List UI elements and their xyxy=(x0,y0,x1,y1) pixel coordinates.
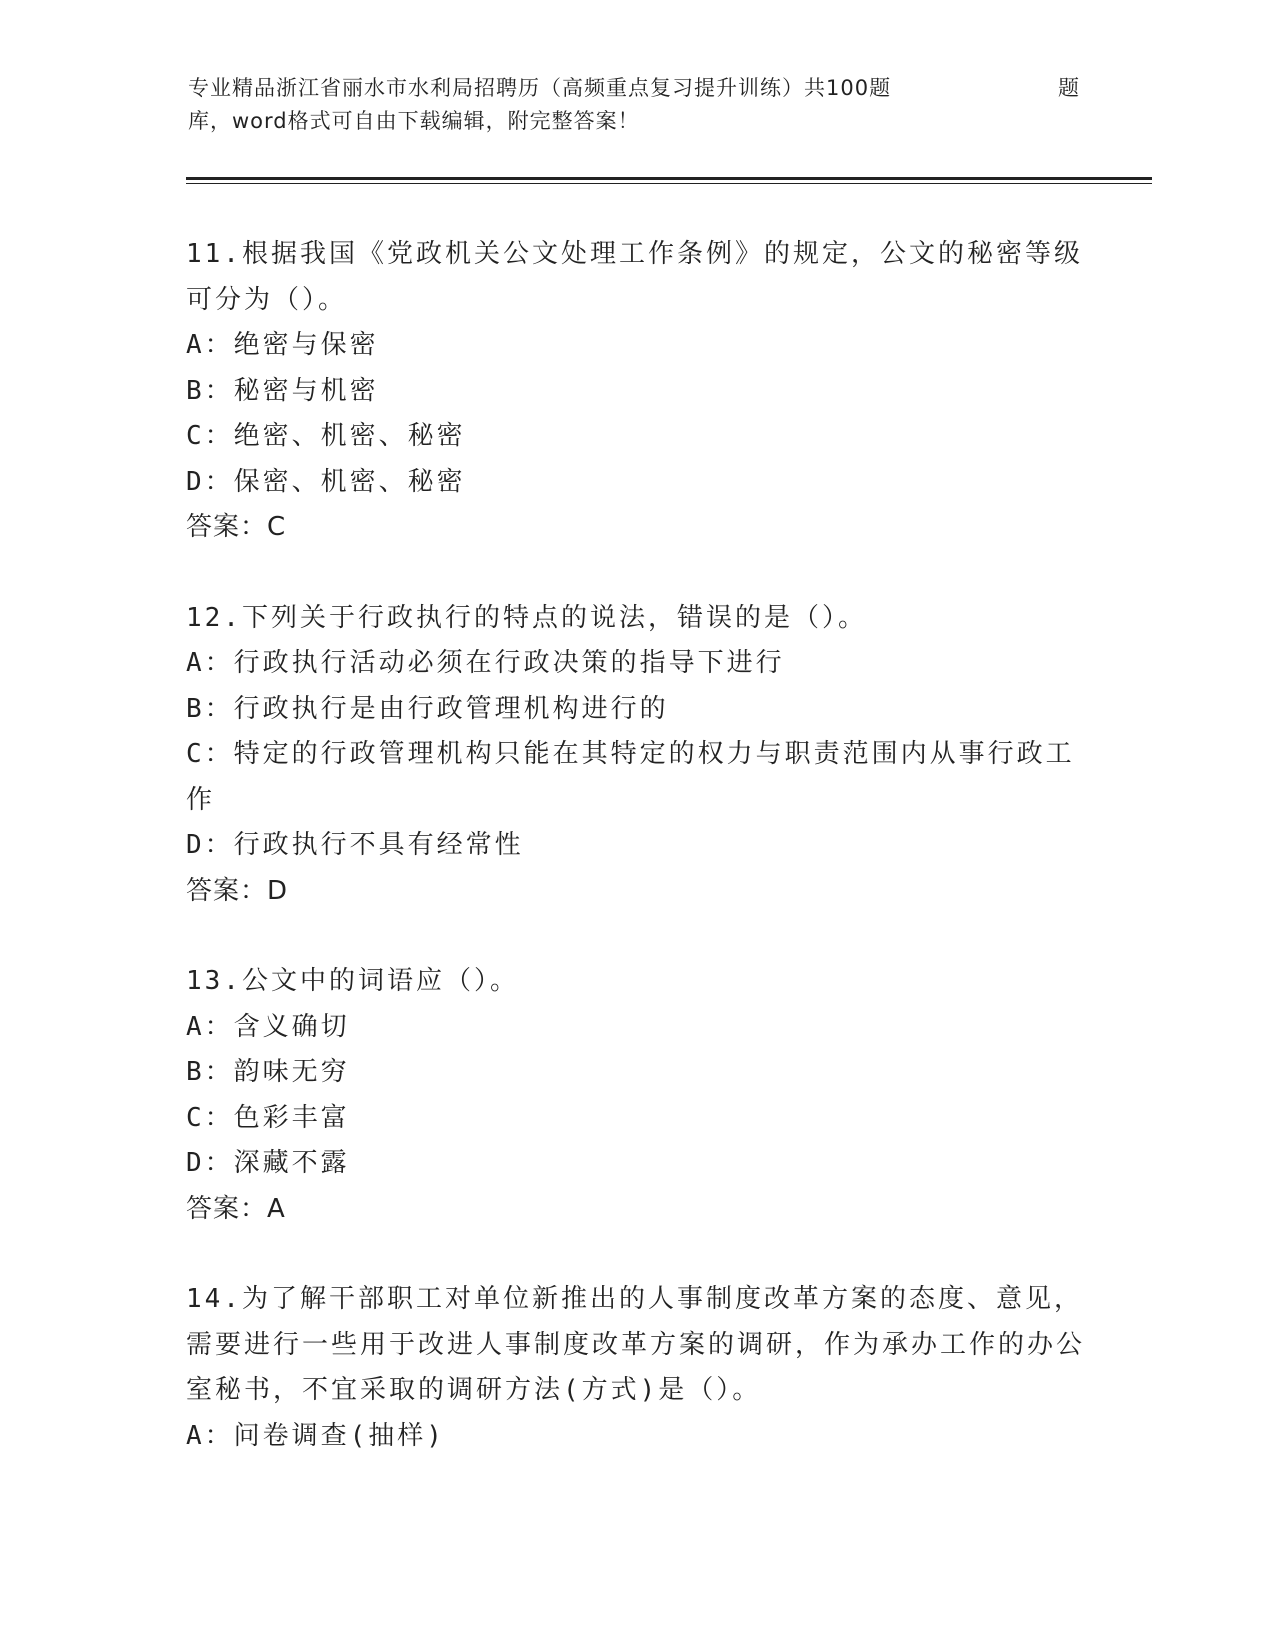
question-stem: 11.根据我国《党政机关公文处理工作条例》的规定，公文的秘密等级可分为（）。 xyxy=(186,239,1083,315)
header-title-tail: 题 xyxy=(1058,76,1080,100)
option-b: B：韵味无穷 xyxy=(186,1057,350,1087)
option-c: C：绝密、机密、秘密 xyxy=(186,421,466,451)
document-header xyxy=(188,72,1088,138)
question-stem: 14.为了解干部职工对单位新推出的人事制度改革方案的态度、意见，需要进行一些用于改进人事制度改革方案的调研，作为承办工作的办公室秘书，不宜采取的调研方法(方式)是（）。 xyxy=(186,1284,1086,1405)
option-c: C：色彩丰富 xyxy=(186,1102,350,1133)
option-a: A：绝密与保密 xyxy=(186,330,379,360)
header-divider-thick xyxy=(186,177,1152,180)
question-12 xyxy=(186,596,1086,915)
option-b: B：行政执行是由行政管理机构进行的 xyxy=(186,693,669,724)
header-title-text: 专业精品浙江省丽水市水利局招聘历（高频重点复习提升训练）共100题 xyxy=(188,76,892,100)
option-d: D：保密、机密、秘密 xyxy=(186,466,466,497)
question-13 xyxy=(186,959,1086,1232)
answer-line: 答案：C xyxy=(186,512,287,542)
option-d: D：行政执行不具有经常性 xyxy=(186,830,524,860)
option-a: A：行政执行活动必须在行政决策的指导下进行 xyxy=(186,648,785,678)
header-title-line xyxy=(188,72,1088,105)
option-d: D：深藏不露 xyxy=(186,1148,350,1178)
header-subtitle-line: 库，word格式可自由下载编辑，附完整答案！ xyxy=(188,109,640,133)
question-14 xyxy=(186,1277,1086,1459)
answer-line: 答案：A xyxy=(186,1193,286,1224)
question-11 xyxy=(186,232,1086,551)
question-stem: 12.下列关于行政执行的特点的说法，错误的是（）。 xyxy=(186,602,867,633)
option-b: B：秘密与机密 xyxy=(186,375,379,406)
question-list xyxy=(186,232,1086,1504)
option-c: C：特定的行政管理机构只能在其特定的权力与职责范围内从事行政工作 xyxy=(186,739,1075,815)
answer-line: 答案：D xyxy=(186,875,289,906)
question-stem: 13.公文中的词语应（）。 xyxy=(186,966,519,996)
option-a: A：含义确切 xyxy=(186,1011,350,1042)
header-divider-thin xyxy=(186,183,1152,184)
option-a: A：问卷调查(抽样) xyxy=(186,1420,445,1451)
